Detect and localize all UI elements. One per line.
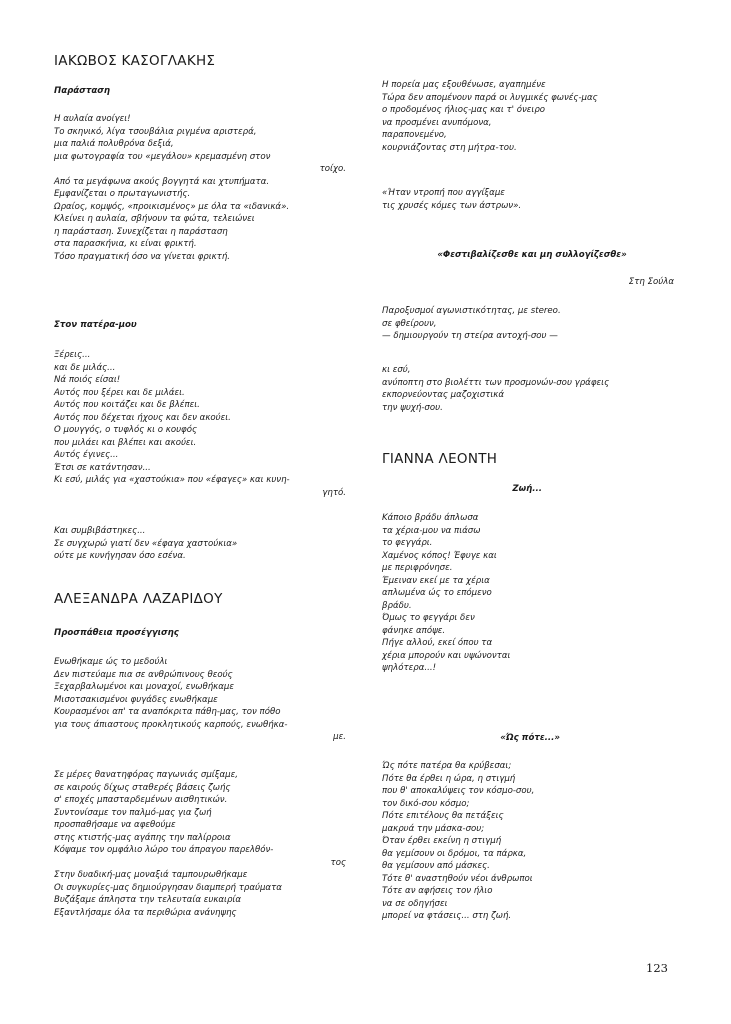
poem-line: η παράσταση. Συνεχίζεται η παράσταση: [54, 226, 228, 237]
poem-line: Έτσι σε κατάντησαν...: [54, 462, 151, 473]
poem-line: Αυτός που κοιτάζει και δε βλέπει.: [54, 400, 200, 410]
poem-line: Η πορεία μας εξουθένωσε, αγαπημένε: [382, 80, 546, 90]
poem-line: σ' εποχές μπασταρδεμένων αισθητικών.: [54, 795, 228, 805]
poem-line: σε φθείρουν,: [382, 318, 437, 329]
poem-line: που μιλάει και βλέπει και ακούει.: [54, 437, 197, 448]
poem-line: θα γεμίσουν οι δρόμοι, τα πάρκα,: [382, 848, 527, 859]
poem-zoi: [382, 512, 682, 675]
poem-title-parastasi: Παράσταση: [54, 86, 111, 96]
poem-line: Και συμβιβάστηκες...: [54, 526, 146, 536]
poem-line: με.: [333, 732, 346, 742]
author-heading-kasoglakis: ΙΑΚΩΒΟΣ ΚΑΣΟΓΛΑΚΗΣ: [54, 53, 216, 69]
poem-line: κουρνιάζοντας στη μήτρα-του.: [382, 142, 517, 153]
poem-line: μακρυά την μάσκα-σου;: [382, 823, 485, 834]
poem-line: Παροξυσμοί αγωνιστικότητας, με stereo.: [382, 306, 561, 316]
poem-line: Ωραίος, κομψός, «προικισμένος» με όλα τα «ιδανικά».: [54, 201, 290, 212]
poem-line: τοίχο.: [319, 164, 346, 174]
poem-line: Πότε επιτέλους θα πετάξεις: [382, 811, 504, 821]
poem-ston-patera: [54, 349, 346, 499]
poem-title-zoi: Ζωή...: [512, 484, 542, 494]
poem-line: Τότε θ' αναστηθούν νέοι άνθρωποι: [382, 873, 533, 884]
poem-line: Πήγε αλλού, εκεί όπου τα: [382, 638, 493, 648]
poem-line: Κόψαμε τον ομφάλιο λώρο του άπραγου παρελθόν-: [54, 845, 274, 855]
poem-line: γητό.: [322, 487, 346, 498]
poem-festival-stanza-1: [382, 305, 682, 343]
poem-line: Αυτός που ξέρει και δε μιλάει.: [54, 387, 185, 398]
author-heading-leonti: ΓΙΑΝΝΑ ΛΕΟΝΤΗ: [382, 451, 498, 467]
poem-line: στης κτιστής-μας αγάπης την παλίρροια: [54, 832, 231, 843]
poem-line: ανύποπτη στο βιολέττι των προσμονών-σου γράφεις: [382, 377, 610, 388]
poem-prospatheia-stanza-1: [54, 656, 346, 744]
poem-line: να σε οδηγήσει: [382, 898, 448, 909]
poem-ston-patera-end: [54, 525, 346, 563]
poem-festival-stanza-2: [382, 364, 682, 414]
author-heading-lazaridou: ΑΛΕΞΑΝΔΡΑ ΛΑΖΑΡΙΔΟΥ: [54, 591, 223, 607]
poem-line: Οι συγκυρίες-μας δημιούργησαν διαμπερή τραύματα: [54, 882, 282, 893]
poem-line: τα χέρια-μου να πιάσω: [382, 525, 481, 536]
poem-line: Εμφανίζεται ο πρωταγωνιστής.: [54, 189, 191, 199]
poem-line: με περιφρόνησε.: [382, 563, 453, 573]
poem-line: Από τα μεγάφωνα ακούς βογγητά και χτυπήματα.: [54, 176, 270, 187]
poem-line: Πότε θα έρθει η ώρα, η στιγμή: [382, 773, 516, 784]
poem-line: την ψυχή-σου.: [382, 402, 443, 413]
poem-line: Ο μουγγός, ο τυφλός κι ο κουφός: [54, 425, 198, 435]
poem-dedication: Στη Σούλα: [628, 277, 674, 287]
poem-line: Αυτός που δέχεται ήχους και δεν ακούει.: [54, 412, 231, 423]
poem-title-ston-patera: Στον πατέρα-μου: [54, 320, 137, 330]
poem-line: ο προδομένος ήλιος-μας και τ' όνειρο: [382, 105, 546, 115]
poem-line: Όταν έρθει εκείνη η στιγμή: [382, 836, 502, 846]
poem-line: ψηλότερα...!: [382, 663, 437, 673]
poem-title-os-pote: «Ώς πότε...»: [500, 733, 560, 743]
poem-line: Κουρασμένοι απ' τα αναπόκριτα πάθη-μας, τον πόθο: [54, 707, 281, 717]
poem-line: για τους άπιαστους προκλητικούς καρπούς, ενωθήκα-: [54, 719, 288, 730]
poem-line: σε καιρούς δίχως σταθερές βάσεις ζωής: [54, 782, 231, 793]
poem-line: Κάποιο βράδυ άπλωσα: [382, 513, 479, 523]
poem-prospatheia-continuation-2: [382, 187, 682, 212]
poem-line: τος: [330, 857, 346, 868]
poem-line: Δεν πιστεύαμε πια σε ανθρώπινους θεούς: [54, 669, 233, 680]
poem-prospatheia-continuation-1: [382, 79, 682, 154]
poem-line: Νά ποιός είσαι!: [54, 375, 121, 385]
poem-prospatheia-stanza-2: [54, 769, 346, 919]
poem-line: παραπονεμένο,: [382, 130, 447, 140]
poem-line: Όμως το φεγγάρι δεν: [382, 613, 475, 623]
poem-line: — δημιουργούν τη στείρα αντοχή-σου —: [382, 331, 558, 341]
poem-line: Έμειναν εκεί με τα χέρια: [382, 575, 490, 586]
poem-line: Συντονίσαμε τον παλμό-μας για ζωή: [54, 807, 212, 818]
poem-line: Βυζάξαμε άπληστα την τελευταία ευκαιρία: [54, 895, 241, 905]
poem-line: Τώρα δεν απομένουν παρά οι λυγμικές φωνές-μας: [382, 92, 598, 103]
poem-line: Κλείνει η αυλαία, σβήνουν τα φώτα, τελειώνει: [54, 214, 255, 224]
poem-line: θα γεμίσουν από μάσκες.: [382, 861, 490, 871]
poem-line: προσπαθήσαμε να αφεθούμε: [54, 820, 176, 830]
poem-line: το φεγγάρι.: [382, 538, 433, 548]
poem-line: τις χρυσές κόμες των άστρων».: [382, 200, 522, 211]
poem-line: Σε συγχωρώ γιατί δεν «έφαγα χαστούκια»: [54, 538, 238, 549]
poem-line: ούτε με κυνήγησαν όσο εσένα.: [54, 551, 186, 561]
poem-parastasi: [54, 113, 346, 263]
poem-title-prospatheia: Προσπάθεια προσέγγισης: [54, 628, 179, 638]
poem-line: Κι εσύ, μιλάς για «χαστούκια» που «έφαγες» και κυνη-: [54, 475, 290, 485]
poem-line: Το σκηνικό, λίγα τσουβάλια ριγμένα αριστερά,: [54, 126, 257, 137]
poem-line: Τότε αν αφήσεις τον ήλιο: [382, 886, 493, 896]
poem-line: Αυτός έγινες...: [54, 450, 119, 460]
poem-line: Εξαντλήσαμε όλα τα περιθώρια ανάνηψης: [54, 907, 237, 918]
poem-line: Ξεχαρβαλωμένοι και μοναχοί, ενωθήκαμε: [54, 682, 234, 692]
poem-line: βράδυ.: [382, 600, 412, 611]
poem-line: Στην δυαδική-μας μοναξιά ταμπουρωθήκαμε: [54, 870, 248, 880]
poem-line: Μισοτσακισμένοι φυγάδες ενωθήκαμε: [54, 694, 218, 705]
poem-line: Χαμένος κόπος! Έφυγε και: [382, 550, 497, 561]
poem-line: «Ήταν ντροπή που αγγίξαμε: [382, 188, 505, 198]
poem-line: μια παλιά πολυθρόνα δεξιά,: [54, 139, 174, 149]
poem-line: φάνηκε απόψε.: [382, 625, 446, 636]
poem-line: απλωμένα ώς το επόμενο: [382, 588, 492, 598]
poem-line: στα παρασκήνια, κι είναι φρικτή.: [54, 239, 197, 249]
poem-line: τον δικό-σου κόσμο;: [382, 798, 470, 809]
poem-line: και δε μιλάς...: [54, 362, 116, 373]
poem-line: μπορεί να φτάσεις... στη ζωή.: [382, 911, 512, 921]
poem-line: κι εσύ,: [382, 365, 411, 375]
poem-line: Σε μέρες θανατηφόρας παγωνιάς σμίξαμε,: [54, 770, 239, 780]
poem-line: χέρια μπορούν και υψώνονται: [382, 650, 511, 661]
poem-line: Η αυλαία ανοίγει!: [54, 114, 131, 124]
poem-line: Τόσο πραγματική όσο να γίνεται φρικτή.: [54, 251, 231, 262]
poem-line: Ξέρεις...: [54, 350, 91, 360]
poem-os-pote: [382, 760, 682, 923]
poem-line: μια φωτογραφία του «μεγάλου» κρεμασμένη στον: [54, 151, 271, 162]
poem-title-festival: «Φεστιβαλίζεσθε και μη συλλογίζεσθε»: [437, 250, 627, 260]
poem-line: Ώς πότε πατέρα θα κρύβεσαι;: [382, 761, 512, 771]
poem-line: εκπορνεύοντας μαζοχιστικά: [382, 390, 505, 400]
poem-line: Ενωθήκαμε ώς το μεδούλι: [54, 657, 168, 667]
poem-line: να προσμένει ανυπόμονα,: [382, 117, 492, 128]
poem-line: που θ' αποκαλύψεις τον κόσμο-σου,: [382, 786, 535, 796]
page-number: 123: [646, 961, 668, 975]
